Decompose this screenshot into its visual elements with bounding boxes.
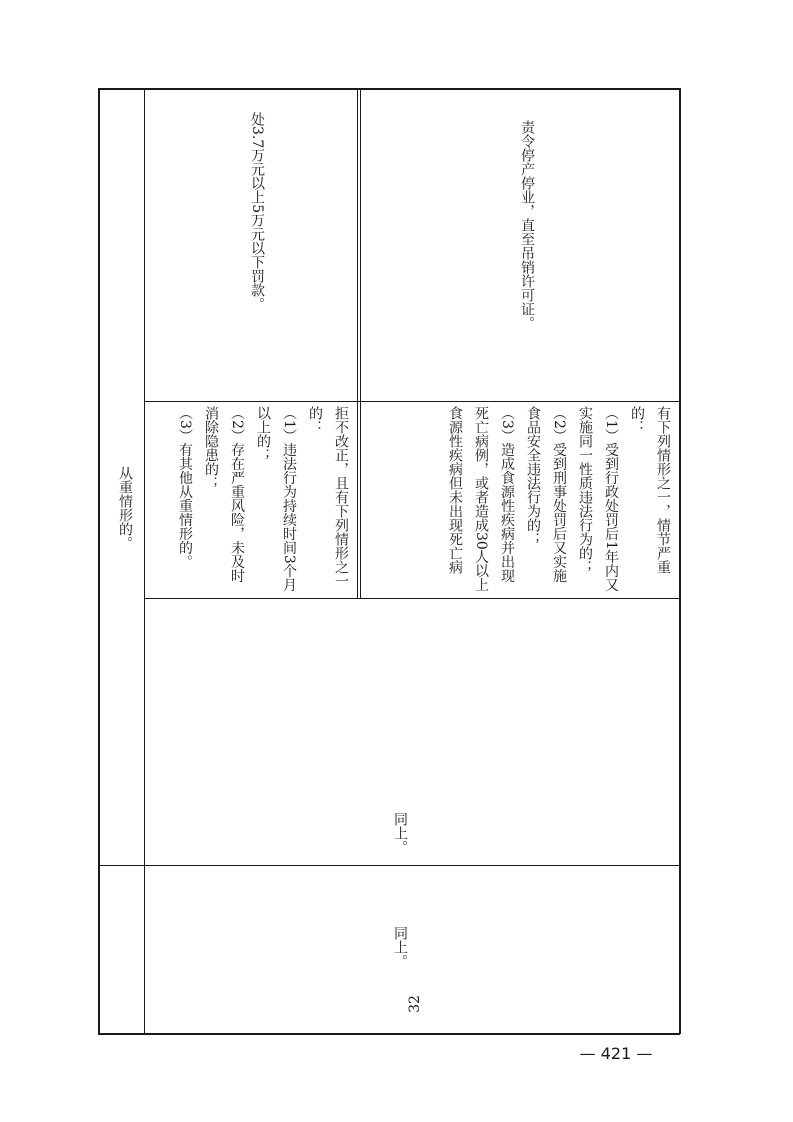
top-carry-text: 从重情形的。 xyxy=(117,466,133,550)
table-border-right xyxy=(679,88,681,1034)
circumstance-1-text: 拒不改正，且有下列情形之一的： （1）违法行为持续时间3个月以上的； （2）存在严重风险，未及时消除隐患的； （3）有其他从重情形的。 xyxy=(177,406,349,592)
table-border-bottom xyxy=(98,1033,680,1035)
col2-text: 同上。 xyxy=(392,926,408,968)
table-border-top xyxy=(98,88,680,90)
circumstance-2-text: 有下列情形之一，情节严重的： （1）受到行政处罚后1年内又实施同一性质违法行为的； （2）受到刑事处罚后又实施食品安全违法行为的； （3）造成食源性疾病并出现死亡病例，或者造成30人以上食源性疾病但未出现死亡病 xyxy=(447,406,671,592)
penalty-2-text: 责令停产停业，直至吊销许可证。 xyxy=(519,120,535,330)
page-number: — 421 — xyxy=(579,1044,653,1063)
col3-text: 同上。 xyxy=(392,812,408,854)
column-divider-penalty xyxy=(144,401,680,402)
column-divider-circumstance xyxy=(144,598,680,599)
subrow-divider xyxy=(357,88,358,598)
table-border-left xyxy=(98,88,100,1034)
row-divider xyxy=(144,88,145,1034)
row-number: 32 xyxy=(407,995,423,1013)
column-divider-col3 xyxy=(98,865,680,866)
penalty-1-text: 处3.7万元以上5万元以下罚款。 xyxy=(249,112,265,312)
subrow-divider-2 xyxy=(360,88,361,598)
